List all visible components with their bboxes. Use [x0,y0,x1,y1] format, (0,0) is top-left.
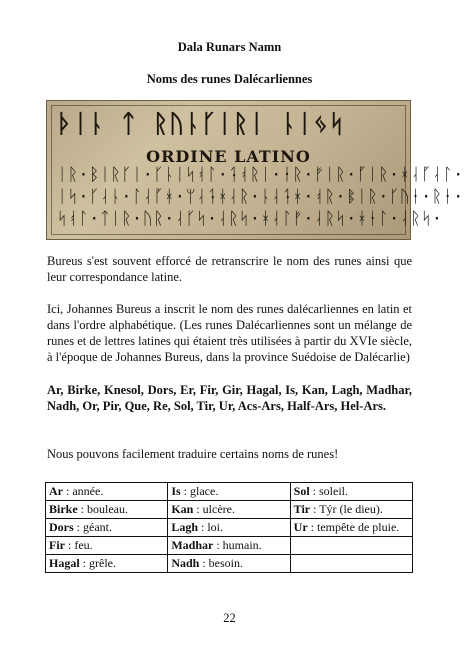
rune-meaning: : grêle. [79,556,116,570]
paragraph-intro: Bureus s'est souvent efforcé de retranscrire le nom des runes ainsi que leur correspondance latine. [47,254,412,284]
rune-name: Kan [171,502,194,516]
page-number: 22 [223,611,236,625]
table-row [46,501,413,519]
rune-meaning: : besoin. [199,556,244,570]
table-cell [290,483,412,501]
table-cell [290,555,412,573]
rune-name: Ur [293,520,308,534]
rune-meaning: : feu. [65,538,93,552]
table-cell [168,555,290,573]
rune-row-2: ᛁᛋ·ᚴᛆᚿ·ᛚᛆᚵᚼ·ᛘᛆᛑᚼᛆᚱ·ᚿᛆᛑᚼ·ᚮᚱ·ᛔᛁᚱ·ᚴᚢᛂ·ᚱᛂ· [57,187,464,207]
rune-name: Is [171,484,181,498]
rune-name: Dors [49,520,74,534]
rune-meaning: : année. [63,484,104,498]
table-row [46,519,413,537]
table-cell [46,501,168,519]
rune-meaning: : soleil. [309,484,349,498]
rune-meaning: : ulcère. [193,502,235,516]
table-cell [290,537,412,555]
rune-row-1: ᛁᚱ·ᛒᛁᚱᚴᛁ·ᚴᚿᛁᛋᚮᛚ·ᛑᚮᚱᛁ·ᛂᚱ·ᚠᛁᚱ·ᚵᛁᚱ·ᚼᛆᚵᛆᛚ· [57,165,464,185]
table-cell [168,483,290,501]
rune-name: Lagh [171,520,199,534]
rune-name: Tir [293,502,311,516]
paragraph-translate: Nous pouvons facilement traduire certains noms de runes! [47,447,339,461]
page-title: Dala Runars Namn [177,40,282,54]
page-subtitle: Noms des runes Dalécarliennes [146,72,313,86]
rune-name: Fir [49,538,65,552]
rune-name: Birke [49,502,78,516]
table-cell [46,519,168,537]
rune-meaning: : loi. [198,520,224,534]
rune-row-3: ᛋᚮᛚ·ᛏᛁᚱ·ᚢᚱ·ᛆᚴᛋ·ᛆᚱᛋ·ᚼᛆᛚᚠ·ᛆᚱᛋ·ᚼᛂᛚ·ᛆᚱᛋ· [57,209,443,229]
rune-name: Ar [49,484,63,498]
rune-meaning-table [45,482,413,573]
rune-meaning: : tempête de pluie. [307,520,400,534]
rune-meaning: : glace. [180,484,219,498]
rune-name: Nadh [171,556,200,570]
paragraph-explanation: Ici, Johannes Bureus a inscrit le nom des runes dalécarliennes en latin et dans l'ordre alphabétique. (Les runes Dalécarliennes sont un mélange de runes et de lettres latines qui étaient très utilisées à partir du XVIe siècle, à l'époque de Johannes Bureus, dans la province Suédoise de Dalécarlie) [47,302,412,364]
rune-meaning: : géant. [73,520,112,534]
ordine-latino-label: ORDINE LATINO [146,147,311,166]
rune-inscription-image [46,100,464,240]
rune-heading-line: ᚦᛁᚿ ᛏ ᚱᚢᚿᚴᛁᚱᛁ ᚿᛁᛃᛋ [57,109,346,138]
table-cell [168,519,290,537]
table-row [46,555,413,573]
table-cell [290,501,412,519]
rune-name-list: Ar, Birke, Knesol, Dors, Er, Fir, Gir, Hagal, Is, Kan, Lagh, Madhar, Nadh, Or, Pir, Que, Re, Sol, Tir, Ur, Acs-Ars, Half-Ars, Hel-Ars. [47,383,412,413]
table-cell [46,483,168,501]
table-cell [290,519,412,537]
rune-name: Sol [293,484,310,498]
table-row [46,537,413,555]
table-cell [168,537,290,555]
rune-meaning: : humain. [213,538,262,552]
table-cell [168,501,290,519]
rune-name: Madhar [171,538,214,552]
table-row [46,483,413,501]
rune-name: Hagal [49,556,80,570]
rune-meaning: : bouleau. [77,502,128,516]
table-cell [46,555,168,573]
rune-meaning: : Týr (le dieu). [310,502,383,516]
table-cell [46,537,168,555]
